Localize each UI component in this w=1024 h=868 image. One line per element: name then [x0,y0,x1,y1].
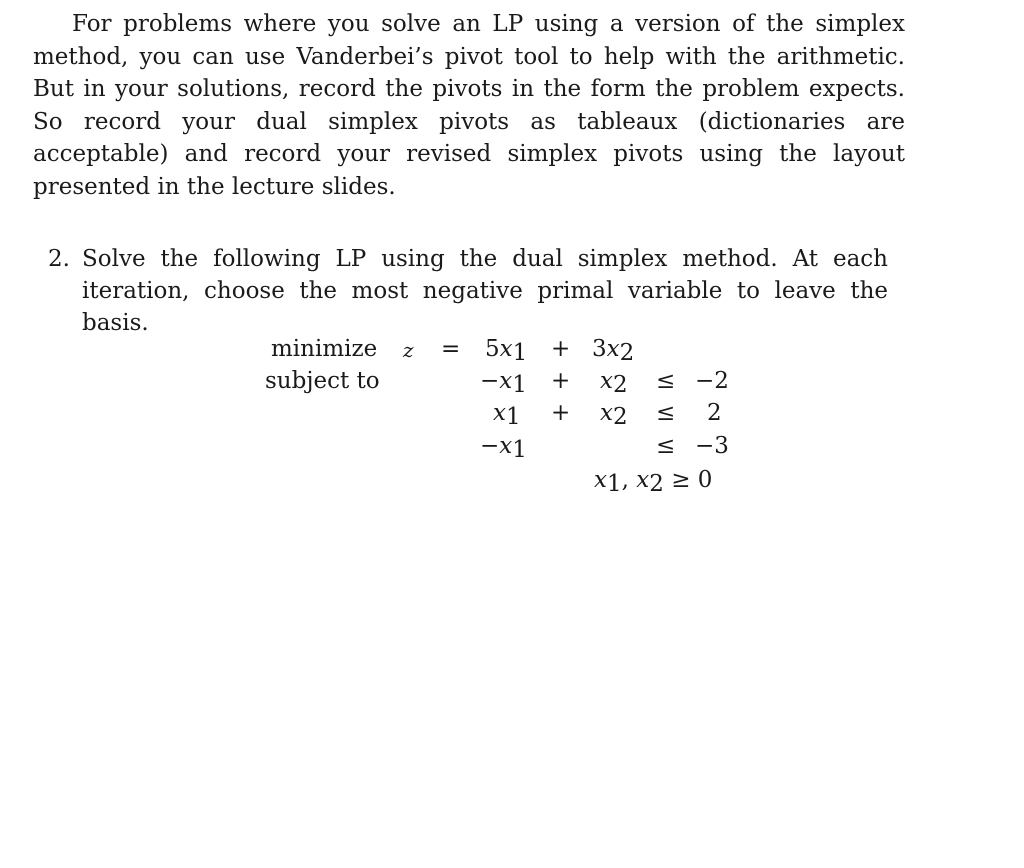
constraint-2-relation: ≤ [656,400,676,426]
constraint-2-operator: + [551,400,571,426]
constraint-3-term-1: −x1 [480,433,527,463]
constraint-1-term-1: −x1 [480,368,527,398]
problem-2 [48,243,888,339]
intro-paragraph: For problems where you solve an LP using a version of the simplex method, you can use Vanderbei’s pivot tool to help with the arithmetic. But in your solutions, record the pivots in the form the problem expects. So record your dual simplex pivots as tableaux (dictionaries are acceptable) and record your revised simplex pivots using the layout presented in the lecture slides. [33,11,905,200]
constraint-2-term-1: x1 [493,400,521,430]
constraint-3-relation: ≤ [656,433,676,459]
nonnegativity-constraint: x1, x2 ≥ 0 [594,467,713,497]
constraint-3-rhs: −3 [695,433,729,459]
constraint-2-term-2: x2 [600,400,628,430]
objective-term-1: 5x1 [485,336,528,366]
constraint-2-rhs: 2 [707,400,722,426]
objective-equals: = [441,336,461,362]
problem-statement: Solve the following LP using the dual simplex method. At each iteration, choose the most negative primal variable to leave the basis. [82,246,888,336]
objective-operator: + [551,336,571,362]
objective-label: minimize [271,336,378,362]
objective-variable: z [403,338,414,362]
constraint-1-operator: + [551,368,571,394]
constraints-label: subject to [265,368,380,394]
constraint-1-rhs: −2 [695,368,729,394]
problem-number: 2. [48,246,70,272]
constraint-1-relation: ≤ [656,368,676,394]
objective-term-2: 3x2 [592,336,635,366]
constraint-1-term-2: x2 [600,368,628,398]
